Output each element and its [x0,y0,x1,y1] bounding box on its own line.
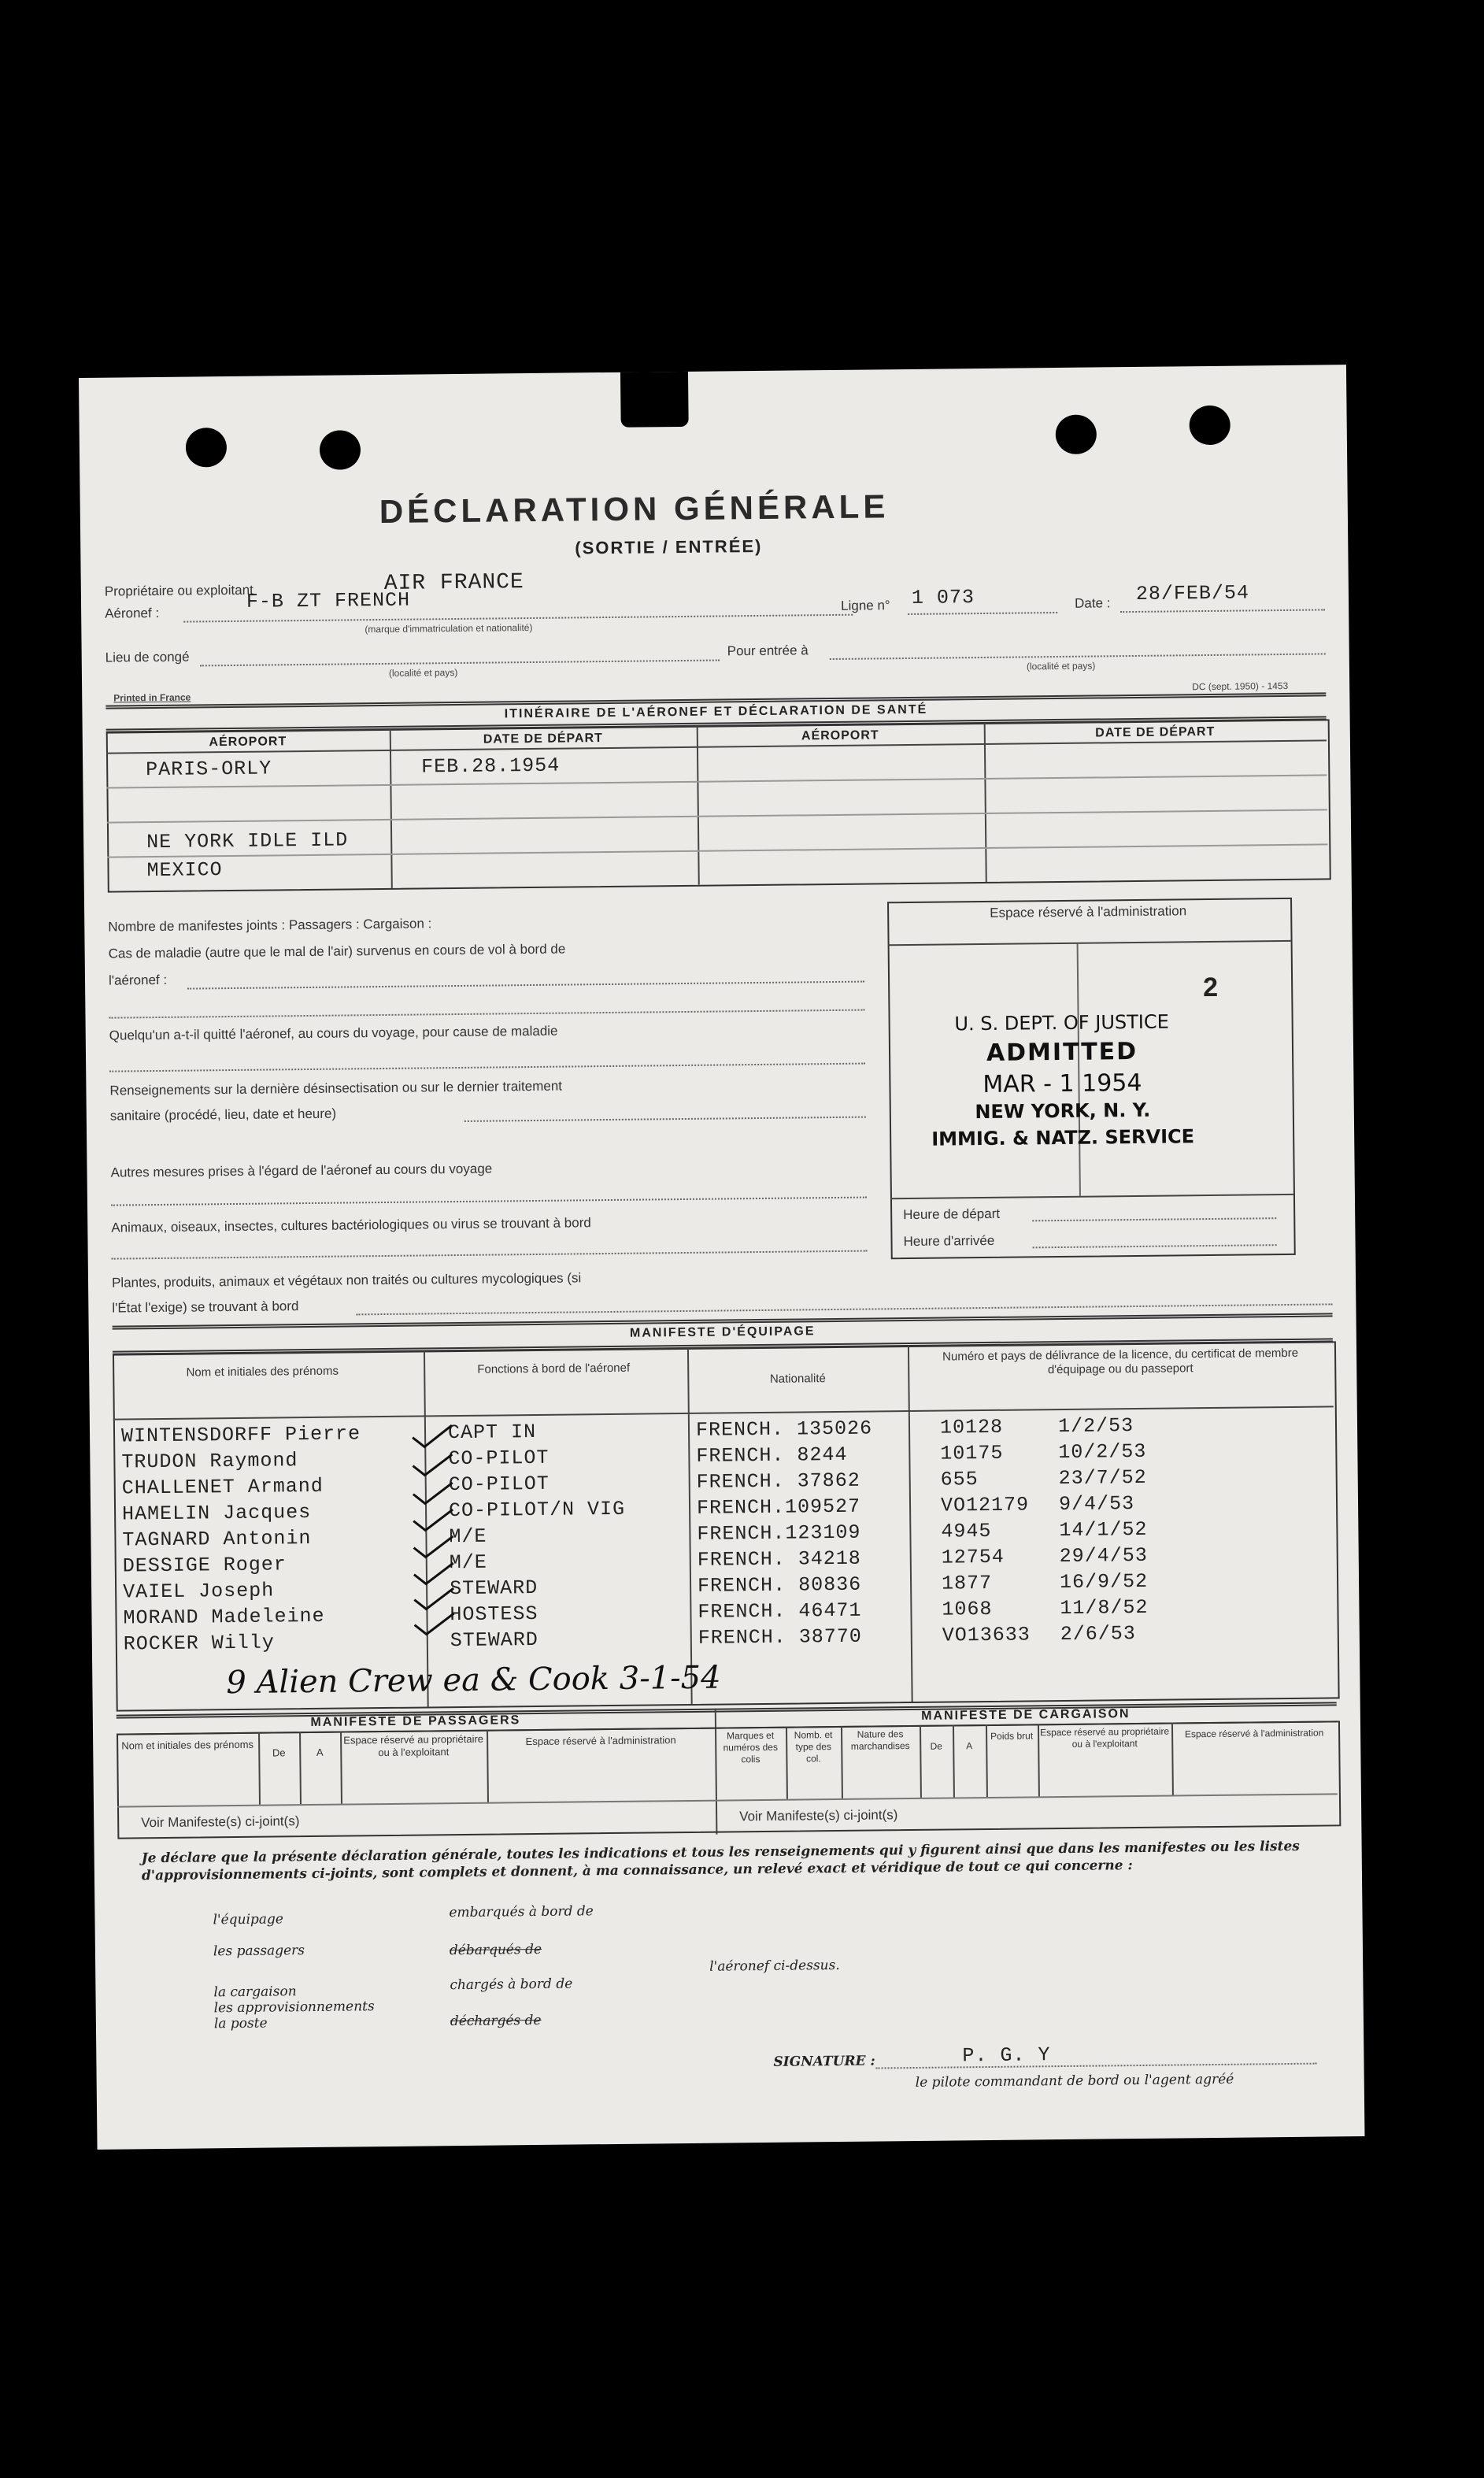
line-label: Ligne n° [840,598,890,613]
admin-number: 2 [1202,972,1219,1003]
departure-place-label: Lieu de congé [105,649,190,665]
document-title: DÉCLARATION GÉNÉRALE [379,487,890,531]
crew-name: TRUDON Raymond [121,1449,298,1474]
passenger-header: MANIFESTE DE PASSAGERS [310,1713,521,1730]
stamp-date: MAR - 1 1954 [983,1069,1142,1099]
declaration-text: Je déclare que la présente déclaration générale, toutes les indications et tous les renseignements qui y figurent ainsi que dans les manifestes ou les listes d'approvisionnements ci-joints, sont complets et donnent, à ma connaissance, un relevé exact et véridique de tout ce qui concerne : [141,1838,1300,1884]
crew-license: 10175 [940,1441,1004,1465]
crew-license: 4945 [941,1519,992,1543]
operator-label: Propriétaire ou exploitant [104,582,254,599]
crew-function: CAPT IN [447,1420,537,1445]
crew-nationality: FRENCH. 37862 [696,1469,860,1494]
crew-nationality: FRENCH. 38770 [698,1624,862,1650]
decl-loaded: chargés à bord de [450,1976,573,1994]
document-page [79,365,1364,2150]
itinerary-col-airport: AÉROPORT [801,728,879,743]
health-question: l'État l'exige) se trouvant à bord [112,1298,299,1316]
health-question: Cas de maladie (autre que le mal de l'air) survenus en cours de vol à bord de [108,941,566,961]
crew-name: HAMELIN Jacques [121,1500,312,1526]
crew-license-date: 2/6/53 [1060,1622,1136,1646]
crew-col-license: Numéro et pays de délivrance de la licence, du certificat de membre d'équipage ou du passeport [942,1346,1299,1377]
printed-in: Printed in France [113,691,191,704]
punch-hole [1056,414,1097,454]
crew-nationality: FRENCH. 80836 [697,1572,862,1598]
cargo-header: MANIFESTE DE CARGAISON [921,1707,1131,1723]
itinerary-col-airport: AÉROPORT [209,735,287,750]
crew-function: CO-PILOT/N VIG [448,1497,626,1523]
pax-col-from: De [272,1746,286,1759]
crew-col-name: Nom et initiales des prénoms [186,1364,339,1380]
crew-name: MORAND Madeleine [123,1604,325,1630]
crew-col-function: Fonctions à bord de l'aéronef [477,1361,631,1376]
date-label: Date : [1074,595,1111,611]
handwritten-note: 9 Alien Crew ea & Cook 3-1-54 [226,1659,721,1702]
pax-see-manifest: Voir Manifeste(s) ci-joint(s) [141,1813,300,1831]
itinerary-date: FEB.28.1954 [421,754,561,779]
cargo-col-marks: Marques et numéros des colis [723,1729,779,1765]
crew-name: DESSIGE Roger [122,1553,287,1578]
itinerary-col-date: DATE DE DÉPART [483,732,603,746]
stamp-admitted: ADMITTED [986,1037,1138,1067]
itinerary-header: ITINÉRAIRE DE L'AÉRONEF ET DÉCLARATION DE SANTÉ [504,702,928,721]
crew-function: CO-PILOT [448,1446,550,1471]
crew-license-date: 23/7/52 [1058,1465,1147,1491]
cargo-see-manifest: Voir Manifeste(s) ci-joint(s) [739,1807,898,1824]
pax-col-admin: Espace réservé à l'administration [525,1734,676,1748]
crew-function: CO-PILOT [448,1472,550,1497]
cargo-col-weight: Poids brut [990,1730,1034,1742]
crew-col-nationality: Nationalité [769,1372,826,1386]
crew-license: 655 [940,1468,979,1491]
document-subtitle: (SORTIE / ENTRÉE) [575,535,763,558]
crew-nationality: FRENCH. 135026 [695,1417,873,1442]
pax-col-name: Nom et initiales des prénoms [121,1738,254,1752]
form-code: DC (sept. 1950) - 1453 [1192,680,1289,693]
arrival-place-label: Pour entrée à [727,643,809,659]
crew-license-date: 10/2/53 [1058,1439,1147,1465]
punch-hole [320,430,361,470]
crew-license: VO13633 [942,1623,1031,1647]
itinerary-airport: MEXICO [146,858,223,883]
crew-license: 1068 [942,1597,993,1621]
crew-name: TAGNARD Antonin [122,1526,312,1552]
crew-license-date: 9/4/53 [1058,1492,1135,1517]
crew-header: MANIFESTE D'ÉQUIPAGE [629,1324,816,1340]
crew-license-date: 11/8/52 [1060,1595,1149,1621]
crew-function: STEWARD [449,1576,538,1601]
health-question: Quelqu'un a-t-il quitté l'aéronef, au cours du voyage, pour cause de maladie [109,1023,558,1043]
aircraft-value: F-B ZT FRENCH [246,588,411,613]
crew-nationality: FRENCH.109527 [696,1495,861,1520]
health-question: Plantes, produits, animaux et végétaux non traités ou cultures mycologiques (si [111,1270,582,1291]
cargo-col-nature: Nature des marchandises [850,1728,910,1752]
admin-box-title: Espace réservé à l'administration [990,903,1187,920]
crew-license: VO12179 [940,1493,1030,1517]
crew-function: M/E [449,1550,487,1575]
crew-function: HOSTESS [450,1602,538,1627]
cargo-col-operator: Espace réservé au propriétaire ou à l'exploitant [1039,1725,1170,1750]
decl-unloaded: déchargés de [450,2012,542,2030]
crew-name: ROCKER Willy [123,1631,276,1656]
cargo-col-to: A [966,1740,973,1752]
health-question: Nombre de manifestes joints : Passagers : Cargaison : [108,916,432,935]
cargo-col-count: Nomb. et type des col. [794,1729,833,1765]
binder-notch [620,372,689,428]
crew-nationality: FRENCH. 46471 [698,1598,862,1624]
cargo-col-admin: Espace réservé à l'administration [1184,1727,1324,1740]
crew-license: 1877 [941,1571,993,1595]
crew-nationality: FRENCH. 8244 [696,1443,848,1468]
crew-nationality: FRENCH. 34218 [697,1546,861,1572]
health-question: Renseignements sur la dernière désinsectisation ou sur le dernier traitement [109,1078,563,1098]
decl-mail: la poste [213,2015,268,2032]
check-marks-icon [405,1420,501,1658]
crew-license: 10128 [939,1415,1004,1439]
punch-hole [1189,406,1230,446]
punch-hole [186,428,228,468]
signature-label: SIGNATURE : [773,2053,875,2070]
decl-embarked: embarqués à bord de [449,1903,594,1921]
decl-disembarked: débarqués de [449,1941,542,1959]
stamp-service: IMMIG. & NATZ. SERVICE [931,1125,1195,1150]
pax-col-operator: Espace réservé au propriétaire ou à l'exploitant [343,1732,484,1759]
pax-col-to: A [316,1746,324,1758]
crew-name: CHALLENET Armand [121,1474,324,1500]
crew-name: WINTENSDORFF Pierre [120,1422,361,1448]
decl-crew: l'équipage [213,1911,284,1928]
line-value: 1 073 [911,586,975,609]
decl-aircraft: l'aéronef ci-dessus. [709,1957,840,1975]
cargo-col-from: De [930,1740,943,1752]
health-question: Autres mesures prises à l'égard de l'aéronef au cours du voyage [110,1161,493,1180]
locality-caption: (localité et pays) [388,666,458,679]
crew-nationality: FRENCH.123109 [697,1521,861,1546]
crew-name: VAIEL Joseph [122,1579,275,1604]
health-question: l'aéronef : [108,972,168,988]
health-question: Animaux, oiseaux, insectes, cultures bactériologiques ou virus se trouvant à bord [111,1215,591,1235]
crew-license: 12754 [941,1545,1005,1569]
decl-supplies: les approvisionnements [213,1998,375,2017]
decl-passengers: les passagers [213,1943,305,1960]
itinerary-col-date: DATE DE DÉPART [1095,724,1216,740]
itinerary-airport: PARIS-ORLY [146,757,272,782]
crew-function: M/E [449,1524,487,1549]
crew-license-date: 1/2/53 [1057,1414,1134,1439]
stamp-city: NEW YORK, N. Y. [975,1098,1151,1124]
crew-function: STEWARD [450,1628,538,1653]
itinerary-airport: NE YORK IDLE ILD [146,828,349,854]
arrival-time-label: Heure d'arrivée [903,1232,995,1250]
crew-license-date: 16/9/52 [1059,1569,1149,1595]
locality-caption: (localité et pays) [1026,660,1096,672]
crew-license-date: 14/1/52 [1059,1517,1148,1543]
health-question: sanitaire (procédé, lieu, date et heure) [109,1106,337,1124]
date-value: 28/FEB/54 [1135,581,1250,606]
departure-time-label: Heure de départ [903,1206,1001,1223]
stamp-dept: U. S. DEPT. OF JUSTICE [954,1010,1169,1035]
crew-license-date: 29/4/53 [1059,1543,1148,1569]
aircraft-label: Aéronef : [105,605,160,621]
signature-value: P. G. Y [962,2043,1051,2068]
signature-caption: le pilote commandant de bord ou l'agent agréé [915,2071,1234,2091]
decl-cargo: la cargaison [213,1984,297,2001]
aircraft-caption: (marque d'immatriculation et nationalité) [365,621,533,635]
operator-value: AIR FRANCE [383,570,524,596]
